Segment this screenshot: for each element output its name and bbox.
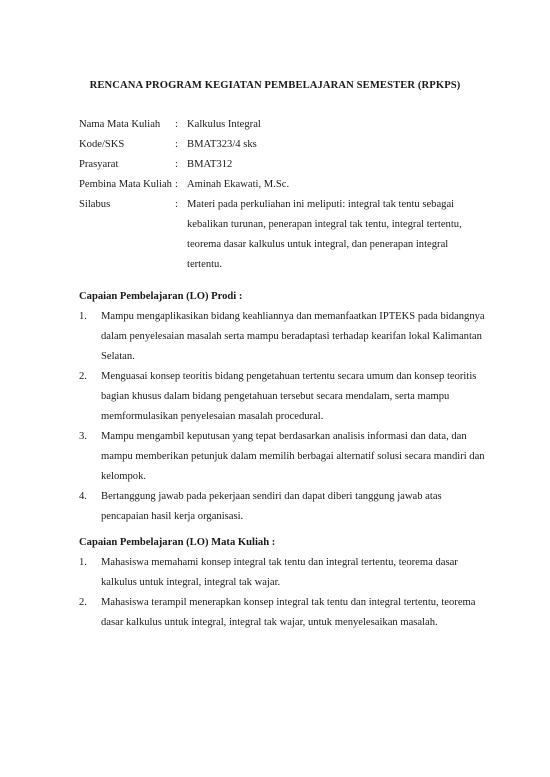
list-item	[79, 553, 489, 593]
list-number: 2.	[79, 371, 87, 382]
info-label: Silabus	[79, 199, 111, 210]
info-label: Kode/SKS	[79, 139, 125, 150]
list-number: 4.	[79, 491, 87, 502]
lo-mk-section	[79, 533, 489, 633]
list-text: Mampu mengambil keputusan yang tepat berdasarkan analisis informasi dan data, dan mampu memberikan petunjuk dalam memilih berbagai alternatif solusi secara mandiri dan kelompok.	[101, 431, 485, 482]
info-label: Pembina Mata Kuliah	[79, 179, 172, 190]
info-row-prerequisite	[79, 155, 479, 175]
info-row-syllabus	[79, 195, 479, 275]
info-row-lecturer	[79, 175, 479, 195]
list-number: 3.	[79, 431, 87, 442]
info-value: Aminah Ekawati, M.Sc.	[187, 179, 290, 190]
list-item	[79, 487, 489, 527]
list-item	[79, 367, 489, 427]
lo-prodi-section	[79, 287, 489, 527]
info-colon: :	[175, 139, 178, 150]
list-number: 1.	[79, 311, 87, 322]
syllabus-text: Materi pada perkuliahan ini meliputi: integral tak tentu sebagai kebalikan turunan, penerapan integral tak tentu, integral tertentu, teorema dasar kalkulus untuk integral, dan penerapan integral tertentu.	[187, 199, 462, 270]
info-row-course-name	[79, 115, 479, 135]
list-item	[79, 307, 489, 367]
list-text: Mahasiswa memahami konsep integral tak tentu dan integral tertentu, teorema dasar kalkulus untuk integral, integral tak wajar.	[101, 557, 458, 588]
list-number: 2.	[79, 597, 87, 608]
info-colon: :	[175, 199, 178, 210]
lo-mk-heading: Capaian Pembelajaran (LO) Mata Kuliah :	[79, 537, 276, 548]
info-value: BMAT323/4 sks	[187, 139, 257, 150]
list-number: 1.	[79, 557, 87, 568]
info-label: Nama Mata Kuliah	[79, 119, 161, 130]
list-text: Mampu mengaplikasikan bidang keahliannya dan memanfaatkan IPTEKS pada bidangnya dalam penyelesaian masalah serta mampu beradaptasi terhadap kearifan lokal Kalimantan Selatan.	[101, 311, 485, 362]
info-value: Kalkulus Integral	[187, 119, 261, 130]
list-text: Mahasiswa terampil menerapkan konsep integral tak tentu dan integral tertentu, teorema dasar kalkulus untuk integral, integral tak wajar, untuk menyelesaikan masalah.	[101, 597, 476, 628]
list-text: Menguasai konsep teoritis bidang pengetahuan tertentu secara umum dan konsep teoritis bagian khusus dalam bidang pengetahuan tersebut secara mendalam, serta mampu memformulasikan penyelesaian masalah procedural.	[101, 371, 477, 422]
list-item	[79, 593, 489, 633]
document-title: RENCANA PROGRAM KEGIATAN PEMBELAJARAN SEMESTER (RPKPS)	[89, 80, 461, 91]
info-value: BMAT312	[187, 159, 233, 170]
info-colon: :	[175, 159, 178, 170]
lo-prodi-heading: Capaian Pembelajaran (LO) Prodi :	[79, 291, 243, 302]
info-label: Prasyarat	[79, 159, 119, 170]
course-info-table	[79, 115, 479, 275]
list-text: Bertanggung jawab pada pekerjaan sendiri dan dapat diberi tanggung jawab atas pencapaian hasil kerja organisasi.	[101, 491, 442, 522]
info-colon: :	[175, 119, 178, 130]
info-row-code	[79, 135, 479, 155]
info-colon: :	[175, 179, 178, 190]
list-item	[79, 427, 489, 487]
